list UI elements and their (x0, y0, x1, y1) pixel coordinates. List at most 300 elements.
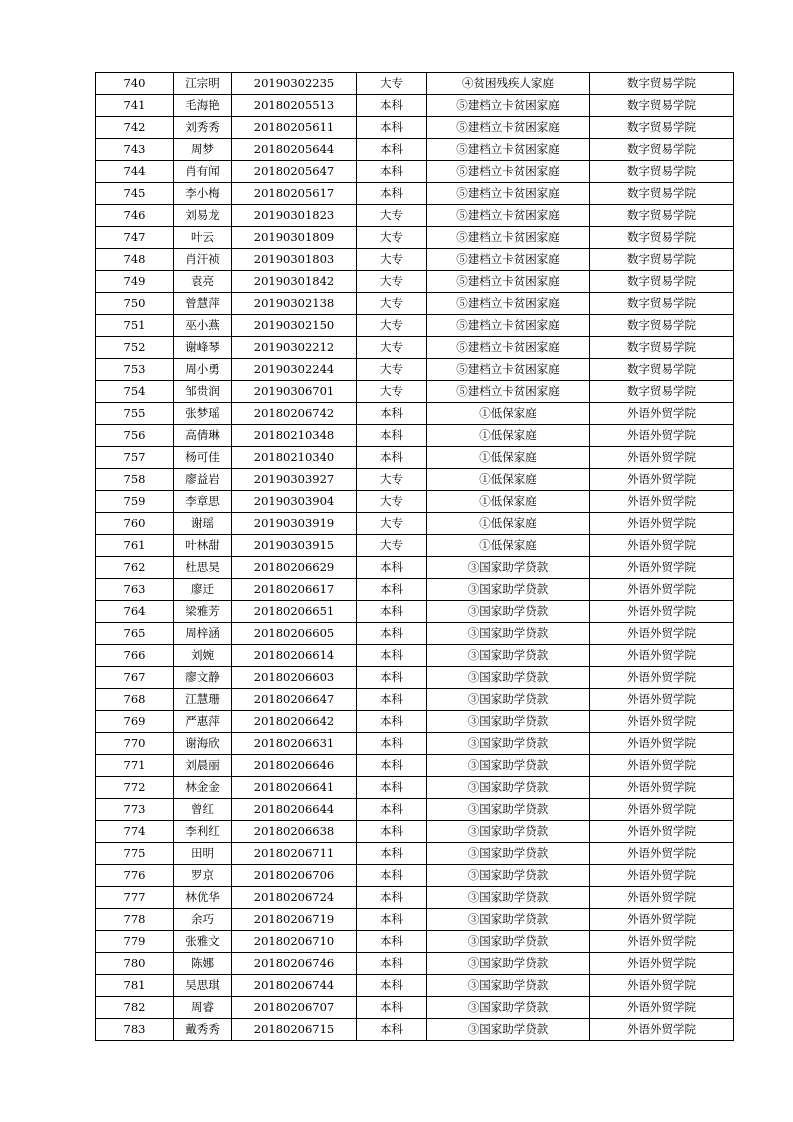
table-row (96, 249, 734, 271)
aid-category-cell: ③国家助学贷款 (427, 843, 590, 865)
student-id-cell: 20190302212 (232, 337, 357, 359)
education-level-cell: 本科 (357, 403, 427, 425)
education-level-cell: 本科 (357, 1019, 427, 1041)
student-id-cell: 20180206614 (232, 645, 357, 667)
student-name-cell: 张雅文 (174, 931, 232, 953)
aid-category-cell: ⑤建档立卡贫困家庭 (427, 205, 590, 227)
student-id-cell: 20180206631 (232, 733, 357, 755)
serial-number-cell: 762 (96, 557, 174, 579)
student-name-cell: 肖有闻 (174, 161, 232, 183)
student-name-cell: 周小勇 (174, 359, 232, 381)
student-id-cell: 20180206711 (232, 843, 357, 865)
college-cell: 数字贸易学院 (590, 183, 734, 205)
table-row (96, 865, 734, 887)
serial-number-cell: 779 (96, 931, 174, 953)
table-row (96, 183, 734, 205)
student-name-cell: 严惠萍 (174, 711, 232, 733)
college-cell: 外语外贸学院 (590, 535, 734, 557)
college-cell: 外语外贸学院 (590, 821, 734, 843)
table-row (96, 447, 734, 469)
serial-number-cell: 775 (96, 843, 174, 865)
aid-category-cell: ③国家助学贷款 (427, 645, 590, 667)
college-cell: 外语外贸学院 (590, 513, 734, 535)
aid-category-cell: ③国家助学贷款 (427, 623, 590, 645)
serial-number-cell: 769 (96, 711, 174, 733)
education-level-cell: 大专 (357, 381, 427, 403)
aid-category-cell: ③国家助学贷款 (427, 821, 590, 843)
student-name-cell: 周睿 (174, 997, 232, 1019)
student-name-cell: 杜思昊 (174, 557, 232, 579)
aid-category-cell: ③国家助学贷款 (427, 909, 590, 931)
education-level-cell: 本科 (357, 733, 427, 755)
serial-number-cell: 777 (96, 887, 174, 909)
student-id-cell: 20180205617 (232, 183, 357, 205)
college-cell: 外语外贸学院 (590, 887, 734, 909)
student-name-cell: 林优华 (174, 887, 232, 909)
education-level-cell: 本科 (357, 799, 427, 821)
serial-number-cell: 750 (96, 293, 174, 315)
student-name-cell: 肖汗祯 (174, 249, 232, 271)
education-level-cell: 大专 (357, 469, 427, 491)
aid-category-cell: ③国家助学贷款 (427, 689, 590, 711)
aid-category-cell: ⑤建档立卡贫困家庭 (427, 95, 590, 117)
student-id-cell: 20180206706 (232, 865, 357, 887)
table-row (96, 425, 734, 447)
table-row (96, 1019, 734, 1041)
college-cell: 外语外贸学院 (590, 931, 734, 953)
college-cell: 外语外贸学院 (590, 909, 734, 931)
serial-number-cell: 772 (96, 777, 174, 799)
table-row (96, 777, 734, 799)
student-name-cell: 毛海艳 (174, 95, 232, 117)
student-id-cell: 20190302150 (232, 315, 357, 337)
college-cell: 外语外贸学院 (590, 469, 734, 491)
aid-category-cell: ③国家助学贷款 (427, 953, 590, 975)
college-cell: 外语外贸学院 (590, 733, 734, 755)
table-row (96, 645, 734, 667)
college-cell: 外语外贸学院 (590, 491, 734, 513)
table-row (96, 667, 734, 689)
college-cell: 外语外贸学院 (590, 711, 734, 733)
education-level-cell: 大专 (357, 293, 427, 315)
college-cell: 数字贸易学院 (590, 381, 734, 403)
student-id-cell: 20180206719 (232, 909, 357, 931)
student-name-cell: 江慧珊 (174, 689, 232, 711)
table-row (96, 711, 734, 733)
college-cell: 数字贸易学院 (590, 95, 734, 117)
education-level-cell: 本科 (357, 909, 427, 931)
college-cell: 外语外贸学院 (590, 953, 734, 975)
student-id-cell: 20190303927 (232, 469, 357, 491)
aid-category-cell: ⑤建档立卡贫困家庭 (427, 183, 590, 205)
aid-category-cell: ③国家助学贷款 (427, 887, 590, 909)
student-id-cell: 20180206605 (232, 623, 357, 645)
education-level-cell: 本科 (357, 161, 427, 183)
student-name-cell: 梁雅芳 (174, 601, 232, 623)
college-cell: 数字贸易学院 (590, 205, 734, 227)
student-name-cell: 李章思 (174, 491, 232, 513)
education-level-cell: 本科 (357, 887, 427, 909)
table-row (96, 271, 734, 293)
education-level-cell: 本科 (357, 931, 427, 953)
aid-category-cell: ①低保家庭 (427, 491, 590, 513)
serial-number-cell: 780 (96, 953, 174, 975)
table-row (96, 161, 734, 183)
student-name-cell: 林金金 (174, 777, 232, 799)
education-level-cell: 大专 (357, 315, 427, 337)
college-cell: 外语外贸学院 (590, 447, 734, 469)
college-cell: 外语外贸学院 (590, 623, 734, 645)
aid-category-cell: ⑤建档立卡贫困家庭 (427, 381, 590, 403)
education-level-cell: 本科 (357, 821, 427, 843)
table-row (96, 403, 734, 425)
serial-number-cell: 748 (96, 249, 174, 271)
table-row (96, 689, 734, 711)
serial-number-cell: 757 (96, 447, 174, 469)
college-cell: 外语外贸学院 (590, 799, 734, 821)
student-id-cell: 20190301803 (232, 249, 357, 271)
serial-number-cell: 761 (96, 535, 174, 557)
college-cell: 数字贸易学院 (590, 271, 734, 293)
serial-number-cell: 768 (96, 689, 174, 711)
student-id-cell: 20180206638 (232, 821, 357, 843)
education-level-cell: 本科 (357, 843, 427, 865)
college-cell: 数字贸易学院 (590, 139, 734, 161)
student-id-cell: 20190303904 (232, 491, 357, 513)
college-cell: 数字贸易学院 (590, 73, 734, 95)
serial-number-cell: 745 (96, 183, 174, 205)
table-row (96, 733, 734, 755)
table-row (96, 821, 734, 843)
student-id-cell: 20180206724 (232, 887, 357, 909)
serial-number-cell: 749 (96, 271, 174, 293)
serial-number-cell: 783 (96, 1019, 174, 1041)
college-cell: 数字贸易学院 (590, 359, 734, 381)
college-cell: 外语外贸学院 (590, 997, 734, 1019)
student-name-cell: 刘秀秀 (174, 117, 232, 139)
table-row (96, 359, 734, 381)
education-level-cell: 本科 (357, 865, 427, 887)
education-level-cell: 大专 (357, 271, 427, 293)
college-cell: 数字贸易学院 (590, 249, 734, 271)
serial-number-cell: 747 (96, 227, 174, 249)
student-name-cell: 叶云 (174, 227, 232, 249)
college-cell: 外语外贸学院 (590, 843, 734, 865)
student-id-cell: 20180206742 (232, 403, 357, 425)
table-row (96, 909, 734, 931)
serial-number-cell: 763 (96, 579, 174, 601)
aid-category-cell: ③国家助学贷款 (427, 931, 590, 953)
college-cell: 外语外贸学院 (590, 667, 734, 689)
aid-category-cell: ③国家助学贷款 (427, 777, 590, 799)
college-cell: 外语外贸学院 (590, 579, 734, 601)
student-name-cell: 李小梅 (174, 183, 232, 205)
student-name-cell: 刘易龙 (174, 205, 232, 227)
student-id-cell: 20180210340 (232, 447, 357, 469)
aid-category-cell: ⑤建档立卡贫困家庭 (427, 117, 590, 139)
aid-category-cell: ⑤建档立卡贫困家庭 (427, 249, 590, 271)
student-id-cell: 20180206744 (232, 975, 357, 997)
student-id-cell: 20180206715 (232, 1019, 357, 1041)
serial-number-cell: 755 (96, 403, 174, 425)
table-row (96, 491, 734, 513)
table-row (96, 293, 734, 315)
student-id-cell: 20180210348 (232, 425, 357, 447)
table-row (96, 799, 734, 821)
table-row (96, 139, 734, 161)
serial-number-cell: 754 (96, 381, 174, 403)
student-id-cell: 20180206746 (232, 953, 357, 975)
student-name-cell: 邹贵润 (174, 381, 232, 403)
aid-category-cell: ⑤建档立卡贫困家庭 (427, 227, 590, 249)
college-cell: 外语外贸学院 (590, 557, 734, 579)
serial-number-cell: 751 (96, 315, 174, 337)
college-cell: 数字贸易学院 (590, 117, 734, 139)
student-name-cell: 曾慧萍 (174, 293, 232, 315)
aid-category-cell: ③国家助学贷款 (427, 755, 590, 777)
serial-number-cell: 764 (96, 601, 174, 623)
student-name-cell: 周梦 (174, 139, 232, 161)
student-name-cell: 李利红 (174, 821, 232, 843)
education-level-cell: 本科 (357, 601, 427, 623)
student-id-cell: 20190303919 (232, 513, 357, 535)
education-level-cell: 本科 (357, 711, 427, 733)
college-cell: 外语外贸学院 (590, 403, 734, 425)
aid-category-cell: ③国家助学贷款 (427, 733, 590, 755)
student-id-cell: 20180205611 (232, 117, 357, 139)
student-id-cell: 20180206651 (232, 601, 357, 623)
student-name-cell: 陈娜 (174, 953, 232, 975)
student-id-cell: 20190302138 (232, 293, 357, 315)
student-name-cell: 戴秀秀 (174, 1019, 232, 1041)
table-row (96, 337, 734, 359)
table-row (96, 557, 734, 579)
serial-number-cell: 781 (96, 975, 174, 997)
student-name-cell: 袁亮 (174, 271, 232, 293)
education-level-cell: 大专 (357, 73, 427, 95)
serial-number-cell: 752 (96, 337, 174, 359)
student-id-cell: 20190302235 (232, 73, 357, 95)
college-cell: 数字贸易学院 (590, 337, 734, 359)
serial-number-cell: 770 (96, 733, 174, 755)
serial-number-cell: 741 (96, 95, 174, 117)
aid-category-cell: ①低保家庭 (427, 513, 590, 535)
student-id-cell: 20180206642 (232, 711, 357, 733)
aid-category-cell: ①低保家庭 (427, 535, 590, 557)
serial-number-cell: 759 (96, 491, 174, 513)
student-name-cell: 周梓涵 (174, 623, 232, 645)
aid-category-cell: ⑤建档立卡贫困家庭 (427, 139, 590, 161)
education-level-cell: 本科 (357, 95, 427, 117)
serial-number-cell: 778 (96, 909, 174, 931)
education-level-cell: 本科 (357, 117, 427, 139)
aid-category-cell: ⑤建档立卡贫困家庭 (427, 315, 590, 337)
education-level-cell: 本科 (357, 645, 427, 667)
aid-category-cell: ③国家助学贷款 (427, 997, 590, 1019)
table-row (96, 469, 734, 491)
table-row (96, 95, 734, 117)
student-name-cell: 张梦瑶 (174, 403, 232, 425)
serial-number-cell: 760 (96, 513, 174, 535)
education-level-cell: 本科 (357, 623, 427, 645)
college-cell: 外语外贸学院 (590, 1019, 734, 1041)
education-level-cell: 本科 (357, 183, 427, 205)
student-name-cell: 罗京 (174, 865, 232, 887)
student-name-cell: 谢峰琴 (174, 337, 232, 359)
student-id-cell: 20180206644 (232, 799, 357, 821)
table-row (96, 315, 734, 337)
aid-category-cell: ③国家助学贷款 (427, 865, 590, 887)
college-cell: 数字贸易学院 (590, 315, 734, 337)
education-level-cell: 本科 (357, 557, 427, 579)
college-cell: 外语外贸学院 (590, 425, 734, 447)
student-id-cell: 20180206707 (232, 997, 357, 1019)
college-cell: 数字贸易学院 (590, 293, 734, 315)
education-level-cell: 本科 (357, 953, 427, 975)
student-name-cell: 廖益岩 (174, 469, 232, 491)
aid-category-cell: ③国家助学贷款 (427, 557, 590, 579)
table-row (96, 117, 734, 139)
education-level-cell: 大专 (357, 491, 427, 513)
serial-number-cell: 776 (96, 865, 174, 887)
table-row (96, 623, 734, 645)
student-id-cell: 20190306701 (232, 381, 357, 403)
serial-number-cell: 744 (96, 161, 174, 183)
student-id-cell: 20180205513 (232, 95, 357, 117)
student-id-cell: 20190301842 (232, 271, 357, 293)
serial-number-cell: 753 (96, 359, 174, 381)
student-name-cell: 谢海欣 (174, 733, 232, 755)
education-level-cell: 本科 (357, 777, 427, 799)
education-level-cell: 本科 (357, 425, 427, 447)
serial-number-cell: 756 (96, 425, 174, 447)
aid-category-cell: ⑤建档立卡贫困家庭 (427, 337, 590, 359)
education-level-cell: 本科 (357, 975, 427, 997)
student-name-cell: 廖文静 (174, 667, 232, 689)
college-cell: 外语外贸学院 (590, 975, 734, 997)
table-row (96, 601, 734, 623)
aid-category-cell: ①低保家庭 (427, 403, 590, 425)
student-name-cell: 田明 (174, 843, 232, 865)
student-name-cell: 巫小燕 (174, 315, 232, 337)
aid-category-cell: ①低保家庭 (427, 447, 590, 469)
roster-body (96, 73, 734, 1041)
education-level-cell: 大专 (357, 535, 427, 557)
serial-number-cell: 782 (96, 997, 174, 1019)
aid-category-cell: ③国家助学贷款 (427, 667, 590, 689)
student-id-cell: 20180206647 (232, 689, 357, 711)
aid-category-cell: ③国家助学贷款 (427, 1019, 590, 1041)
college-cell: 外语外贸学院 (590, 865, 734, 887)
student-roster-table (95, 72, 734, 1041)
table-row (96, 579, 734, 601)
student-id-cell: 20190301809 (232, 227, 357, 249)
serial-number-cell: 742 (96, 117, 174, 139)
aid-category-cell: ①低保家庭 (427, 425, 590, 447)
education-level-cell: 大专 (357, 249, 427, 271)
table-row (96, 535, 734, 557)
college-cell: 外语外贸学院 (590, 777, 734, 799)
serial-number-cell: 771 (96, 755, 174, 777)
table-row (96, 73, 734, 95)
aid-category-cell: ③国家助学贷款 (427, 579, 590, 601)
student-id-cell: 20180206629 (232, 557, 357, 579)
table-row (96, 381, 734, 403)
student-name-cell: 刘晨丽 (174, 755, 232, 777)
college-cell: 数字贸易学院 (590, 161, 734, 183)
education-level-cell: 本科 (357, 689, 427, 711)
aid-category-cell: ⑤建档立卡贫困家庭 (427, 359, 590, 381)
education-level-cell: 本科 (357, 447, 427, 469)
student-name-cell: 高倩琳 (174, 425, 232, 447)
serial-number-cell: 773 (96, 799, 174, 821)
table-row (96, 755, 734, 777)
student-name-cell: 杨可佳 (174, 447, 232, 469)
serial-number-cell: 767 (96, 667, 174, 689)
aid-category-cell: ③国家助学贷款 (427, 975, 590, 997)
education-level-cell: 大专 (357, 205, 427, 227)
aid-category-cell: ⑤建档立卡贫困家庭 (427, 161, 590, 183)
aid-category-cell: ⑤建档立卡贫困家庭 (427, 271, 590, 293)
serial-number-cell: 740 (96, 73, 174, 95)
student-name-cell: 谢瑶 (174, 513, 232, 535)
education-level-cell: 大专 (357, 359, 427, 381)
student-id-cell: 20190303915 (232, 535, 357, 557)
serial-number-cell: 746 (96, 205, 174, 227)
serial-number-cell: 765 (96, 623, 174, 645)
student-id-cell: 20180206710 (232, 931, 357, 953)
education-level-cell: 本科 (357, 667, 427, 689)
student-name-cell: 叶林甜 (174, 535, 232, 557)
serial-number-cell: 774 (96, 821, 174, 843)
aid-category-cell: ⑤建档立卡贫困家庭 (427, 293, 590, 315)
education-level-cell: 本科 (357, 997, 427, 1019)
student-id-cell: 20180206641 (232, 777, 357, 799)
college-cell: 数字贸易学院 (590, 227, 734, 249)
student-name-cell: 江宗明 (174, 73, 232, 95)
table-row (96, 843, 734, 865)
aid-category-cell: ③国家助学贷款 (427, 601, 590, 623)
student-id-cell: 20180206617 (232, 579, 357, 601)
table-row (96, 953, 734, 975)
table-row (96, 513, 734, 535)
student-name-cell: 吴思琪 (174, 975, 232, 997)
table-row (96, 205, 734, 227)
aid-category-cell: ③国家助学贷款 (427, 799, 590, 821)
student-name-cell: 曾红 (174, 799, 232, 821)
table-row (96, 975, 734, 997)
college-cell: 外语外贸学院 (590, 601, 734, 623)
college-cell: 外语外贸学院 (590, 755, 734, 777)
student-id-cell: 20180206646 (232, 755, 357, 777)
education-level-cell: 大专 (357, 227, 427, 249)
student-id-cell: 20180205644 (232, 139, 357, 161)
student-name-cell: 余巧 (174, 909, 232, 931)
table-row (96, 887, 734, 909)
table-row (96, 997, 734, 1019)
education-level-cell: 本科 (357, 755, 427, 777)
serial-number-cell: 743 (96, 139, 174, 161)
college-cell: 外语外贸学院 (590, 645, 734, 667)
aid-category-cell: ③国家助学贷款 (427, 711, 590, 733)
student-name-cell: 廖迁 (174, 579, 232, 601)
table-row (96, 931, 734, 953)
serial-number-cell: 758 (96, 469, 174, 491)
education-level-cell: 大专 (357, 513, 427, 535)
student-id-cell: 20180206603 (232, 667, 357, 689)
college-cell: 外语外贸学院 (590, 689, 734, 711)
student-id-cell: 20190301823 (232, 205, 357, 227)
